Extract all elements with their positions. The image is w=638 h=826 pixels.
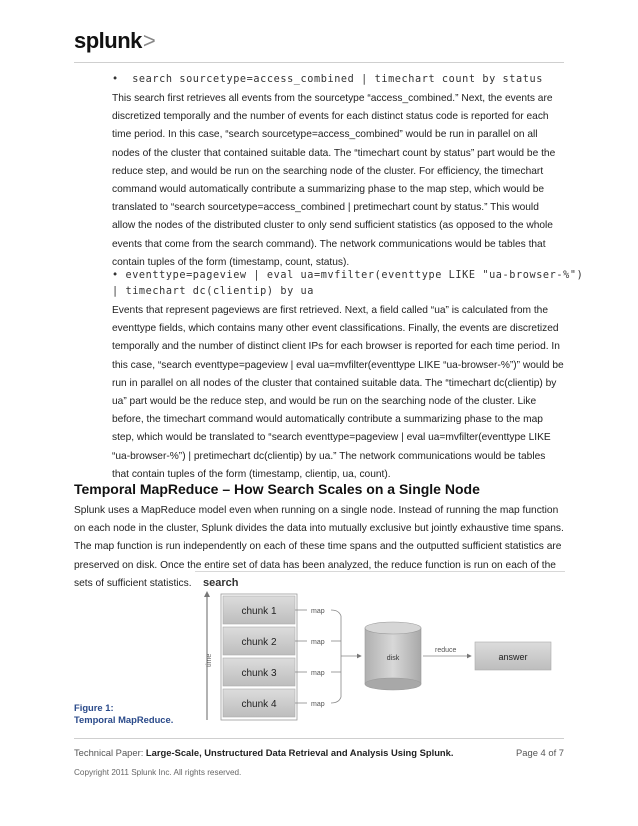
- answer-box: [475, 642, 551, 670]
- chunk-4: [223, 689, 295, 717]
- map-label-1: map: [311, 608, 325, 615]
- temporal-mapreduce-diagram: [195, 572, 565, 727]
- example-1: [112, 72, 564, 272]
- chunk-1: [223, 596, 295, 624]
- chunk-4-label: chunk 4: [241, 699, 277, 710]
- figure-caption-number: Figure 1:: [74, 702, 114, 713]
- example-2-text: Events that represent pageviews are first retrieved. Next, a field called “ua” is calculated from the eventtype fields, which contains many other event classifications. Finally, the events are discretized temporally and the number of distinct client IPs for each browser is reported for each time period. In this case, “search eventtype=pageview | eval ua=mvfilter(eventtype LIKE “ua-browser-%”)” would be run in parallel on all nodes of the cluster that contained suitable data. The “timechart dc(clientip) by ua” part would be the reduce step, and would be run on the searching node of the cluster. Like before, the timechart command would automatically contribute a summarizing phase to the map step, which would be translated to “search eventtype=pageview | eval ua=mvfilter(eventtype LIKE “ua-browser-%”) | pretimechart dc(clientip) by ua.” The network communications would be tables that contain tuples of the form (timestamp, clientip, ua, count).: [112, 305, 564, 480]
- chunk-3-label: chunk 3: [241, 668, 277, 679]
- footer-divider: [74, 738, 564, 739]
- example-2: [112, 268, 584, 484]
- reduce-label: reduce: [435, 647, 457, 654]
- chunk-2: [223, 627, 295, 655]
- disk-label: disk: [386, 655, 400, 662]
- footer-paper-title: Large-Scale, Unstructured Data Retrieval and Analysis Using Splunk.: [145, 747, 454, 758]
- figure-caption: [74, 702, 173, 726]
- section-heading: Temporal MapReduce – How Search Scales on a Single Node: [74, 481, 480, 497]
- chunk-2-label: chunk 2: [241, 637, 277, 648]
- footer-title: [74, 747, 564, 758]
- logo-text: splunk: [74, 28, 142, 53]
- example-1-text: This search first retrieves all events from the sourcetype “access_combined.” Next, the events are discretized temporally and the number of events for each distinct status code is reported for each time period. In this case, “search sourcetype=access_combined” would be run in parallel on all nodes of the cluster that contained suitable data. The “timechart count by status” part would be the reduce step, and would be run on the searching node of the cluster. For efficiency, the timechart command would automatically contribute a summarizing phase to the map step, which would be translated to “search sourcetype=access_combined | pretimechart count by status.” This would allow the nodes of the distributed cluster to only send sufficient statistics (as opposed to the whole events that come from the search command). The network communications would be tables that contain tuples of the form (timestamp, count, status).: [112, 93, 556, 268]
- search-label: search: [203, 577, 239, 589]
- chunk-1-label: chunk 1: [241, 606, 277, 617]
- map-label-4: map: [311, 701, 325, 708]
- copyright: Copyright 2011 Splunk Inc. All rights reserved.: [74, 768, 242, 777]
- page-number: Page 4 of 7: [516, 747, 564, 758]
- map-label-3: map: [311, 670, 325, 677]
- figure-caption-title: Temporal MapReduce.: [74, 714, 174, 725]
- splunk-logo: [74, 28, 155, 54]
- map-connectors: [295, 610, 361, 703]
- disk-cylinder: [365, 622, 421, 690]
- logo-chevron: >: [142, 28, 156, 53]
- chunk-3: [223, 658, 295, 686]
- footer-prefix: Technical Paper:: [74, 747, 146, 758]
- time-label: time: [206, 653, 213, 667]
- example-1-code: • search sourcetype=access_combined | timechart count by status: [112, 74, 543, 85]
- header-divider: [74, 62, 564, 63]
- example-2-code-line1: • eventtype=pageview | eval ua=mvfilter(eventtype LIKE "ua-browser-%"): [112, 270, 584, 281]
- section-body-text: Splunk uses a MapReduce model even when running on a single node. Instead of running the map function on each node in the cluster, Splunk divides the data into mutually exclusive but jointly exhaustive time spans. The map function is run independently on each of these time spans and the outputted sufficient statistics are preserved on disk. Once the entire set of data has been analyzed, the reduce function is run on each of the sets of sufficient statistics.: [74, 505, 564, 589]
- answer-label: answer: [498, 652, 528, 662]
- example-2-code-line2: | timechart dc(clientip) by ua: [112, 286, 315, 297]
- map-label-2: map: [311, 639, 325, 646]
